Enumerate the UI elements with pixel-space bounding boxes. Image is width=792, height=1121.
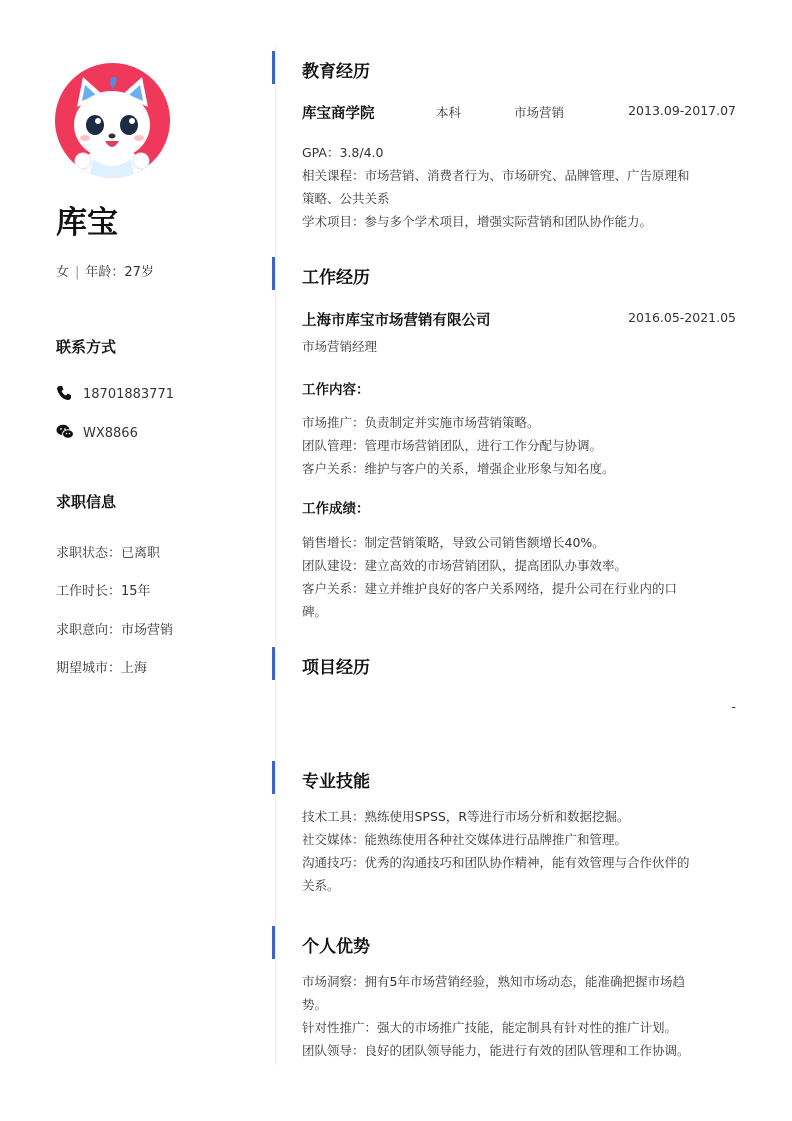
column-divider: [275, 45, 276, 1065]
age: 年龄：27岁: [85, 265, 154, 280]
education-line: GPA：3.8/4.0: [302, 145, 384, 160]
section-accent-bar: [272, 926, 275, 959]
gender: 女: [56, 265, 70, 280]
advantages-line: 针对性推广：强大的市场推广技能，能定制具有针对性的推广计划。: [302, 1020, 678, 1035]
work-content-heading: 工作内容：: [302, 382, 370, 398]
skills-line: 社交媒体：能熟练使用各种社交媒体进行品牌推广和管理。: [302, 832, 628, 847]
projects-placeholder: -: [731, 699, 736, 714]
work-result-line: 客户关系：建立并维护良好的客户关系网络，提升公司在行业内的口: [302, 581, 678, 596]
contact-wechat: WX8866: [56, 424, 138, 441]
education-heading: 教育经历: [302, 62, 370, 82]
advantages-line: 团队领导：良好的团队领导能力，能进行有效的团队管理和工作协调。: [302, 1043, 690, 1058]
work-result-line: 销售增长：制定营销策略，导致公司销售额增长40%。: [302, 535, 605, 550]
advantages-line: 势。: [302, 997, 328, 1012]
work-result-heading: 工作成绩：: [302, 501, 370, 517]
education-major: 市场营销: [514, 105, 565, 120]
education-line: 学术项目：参与多个学术项目，增强实际营销和团队协作能力。: [302, 214, 653, 229]
section-accent-bar: [272, 761, 275, 794]
advantages-line: 市场洞察：拥有5年市场营销经验，熟知市场动态，能准确把握市场趋: [302, 974, 685, 989]
contact-phone: 18701883771: [56, 385, 174, 402]
education-period: 2013.09-2017.07: [628, 103, 736, 118]
cat-mascot-icon: [55, 63, 170, 178]
education-line: 策略、公共关系: [302, 191, 390, 206]
wechat-icon: [56, 424, 74, 440]
work-content-line: 市场推广：负责制定并实施市场营销策略。: [302, 415, 540, 430]
phone-icon: [56, 385, 74, 401]
skills-line: 技术工具：熟练使用SPSS，R等进行市场分析和数据挖掘。: [302, 809, 630, 824]
section-accent-bar: [272, 257, 275, 290]
work-period: 2016.05-2021.05: [628, 310, 736, 325]
contact-heading: 联系方式: [56, 338, 117, 356]
section-accent-bar: [272, 51, 275, 84]
work-result-line: 碑。: [302, 604, 328, 619]
education-school: 库宝商学院: [302, 106, 375, 122]
job-city: 期望城市：上海: [56, 661, 148, 676]
job-years: 工作时长：15年: [56, 584, 151, 599]
basic-info: [56, 261, 154, 280]
skills-line: 沟通技巧：优秀的沟通技巧和团队协作精神，能有效管理与合作伙伴的: [302, 855, 690, 870]
work-heading: 工作经历: [302, 268, 370, 288]
job-status: 求职状态：已离职: [56, 546, 161, 561]
avatar: [55, 63, 170, 178]
education-line: 相关课程：市场营销、消费者行为、市场研究、品牌管理、广告原理和: [302, 168, 690, 183]
work-company: 上海市库宝市场营销有限公司: [302, 313, 491, 329]
skills-line: 关系。: [302, 878, 340, 893]
work-content-line: 客户关系：维护与客户的关系，增强企业形象与知名度。: [302, 461, 615, 476]
work-result-line: 团队建设：建立高效的市场营销团队，提高团队办事效率。: [302, 558, 628, 573]
section-accent-bar: [272, 647, 275, 680]
job-intention: 求职意向：市场营销: [56, 623, 174, 638]
projects-heading: 项目经历: [302, 658, 370, 678]
profile-name: 库宝: [56, 205, 118, 241]
work-role: 市场营销经理: [302, 339, 378, 354]
separator: |: [75, 265, 80, 280]
skills-heading: 专业技能: [302, 772, 370, 792]
job-info-heading: 求职信息: [56, 493, 117, 511]
education-degree: 本科: [436, 105, 462, 120]
advantages-heading: 个人优势: [302, 937, 370, 957]
work-content-line: 团队管理：管理市场营销团队，进行工作分配与协调。: [302, 438, 603, 453]
